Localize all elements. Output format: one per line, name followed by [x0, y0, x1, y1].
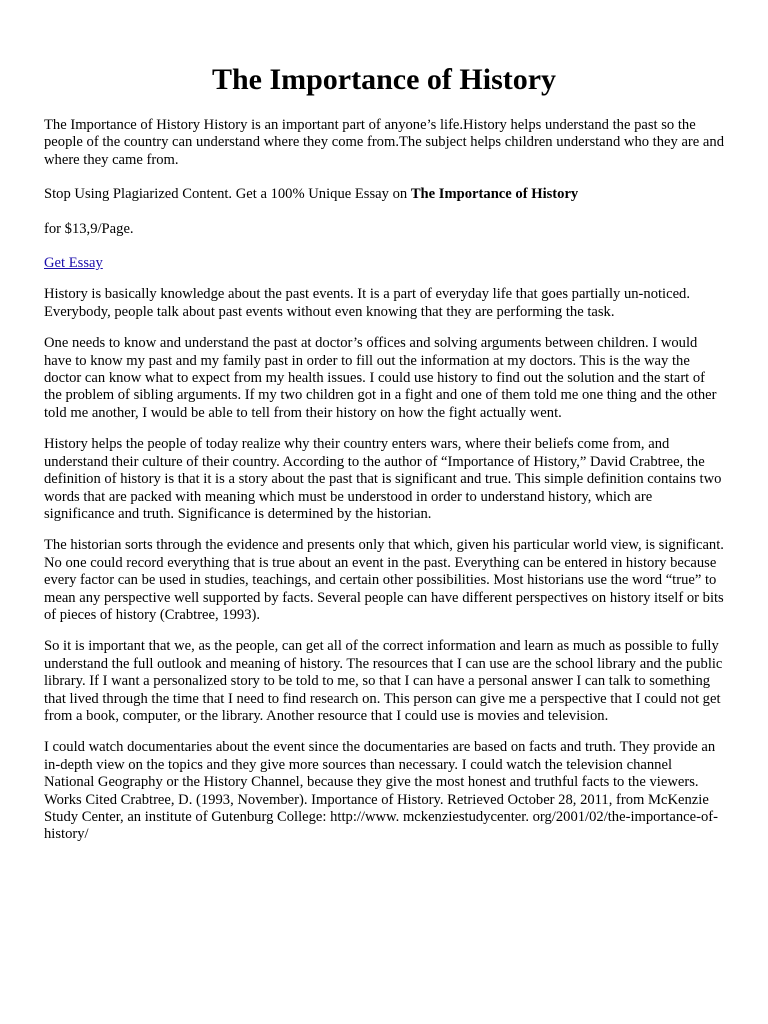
body-paragraph-6: I could watch documentaries about the event since the documentaries are based on facts and truth. They provide an in-depth view on the topics and they give more sources than necessary. I could watch the television channel National Geography or the History Channel, because they give the most honest and truthful facts to the viewers. Works Cited Crabtree, D. (1993, November). Importance of History. Retrieved October 28, 2011, from McKenzie Study Center, an institute of Gutenburg College: http://www. mckenziestudycenter. org/2001/02/the-importance-of-history/ [44, 739, 718, 843]
body-paragraph-5: So it is important that we, as the people, can get all of the correct information and learn as much as possible to fully understand the full outlook and meaning of history. The resources that I can use are the school library and the public library. If I want a personalized story to be told to me, so that I can have a personal answer I can talk to something that lived through the time that I need to find research on. This person can give me a perspective that I could not get from a book, computer, or the library. Another resource that I could use is movies and television. [44, 638, 723, 724]
price-text: for $13,9/Page. [44, 220, 134, 237]
promo-text: Stop Using Plagiarized Content. Get a 100% Unique Essay on [44, 186, 411, 203]
body-paragraph-4: The historian sorts through the evidence and presents only that which, given his particular world view, is significant. No one could record everything that is true about an event in the past. Everything can be entered in history because every factor can be used in studies, teachings, and certain other possibilities. Most historians use the word “true” to mean any perspective well supported by facts. Several people can have different perspectives on history itself or bits of pieces of history (Crabtree, 1993). [44, 537, 724, 623]
intro-paragraph: The Importance of History History is an important part of anyone’s life.History helps understand the past so the people of the country can understand where they come from.The subject helps children understand who they are and where they came from. [44, 117, 724, 168]
body-paragraph-1: History is basically knowledge about the past events. It is a part of everyday life that goes partially un-noticed. Everybody, people talk about past events without even knowing that they are performing the task. [44, 286, 690, 320]
promo-paragraph [44, 186, 724, 203]
page-title: The Importance of History [211, 63, 557, 96]
body-paragraph-2: One needs to know and understand the past at doctor’s offices and solving arguments between children. I would have to know my past and my family past in order to fill out the information at my doctors. This is the way the doctor can know what to expect from my health issues. I could use history to find out the solution and the start of the problem of sibling arguments. If my two children got in a fight and one of them told me one thing and the other told me another, I would be able to tell from their history on how the fight actually went. [44, 335, 717, 421]
promo-essay-title: The Importance of History [410, 186, 579, 203]
body-paragraph-3: History helps the people of today realize why their country enters wars, where their beliefs come from, and understand their culture of their country. According to the author of “Importance of History,” David Crabtree, the definition of history is that it is a story about the past that is significant and true. This simple definition contains two words that are packed with meaning which must be understood in order to understand history, which are significance and truth. Significance is determined by the historian. [44, 436, 722, 522]
get-essay-link[interactable]: Get Essay [44, 255, 103, 272]
